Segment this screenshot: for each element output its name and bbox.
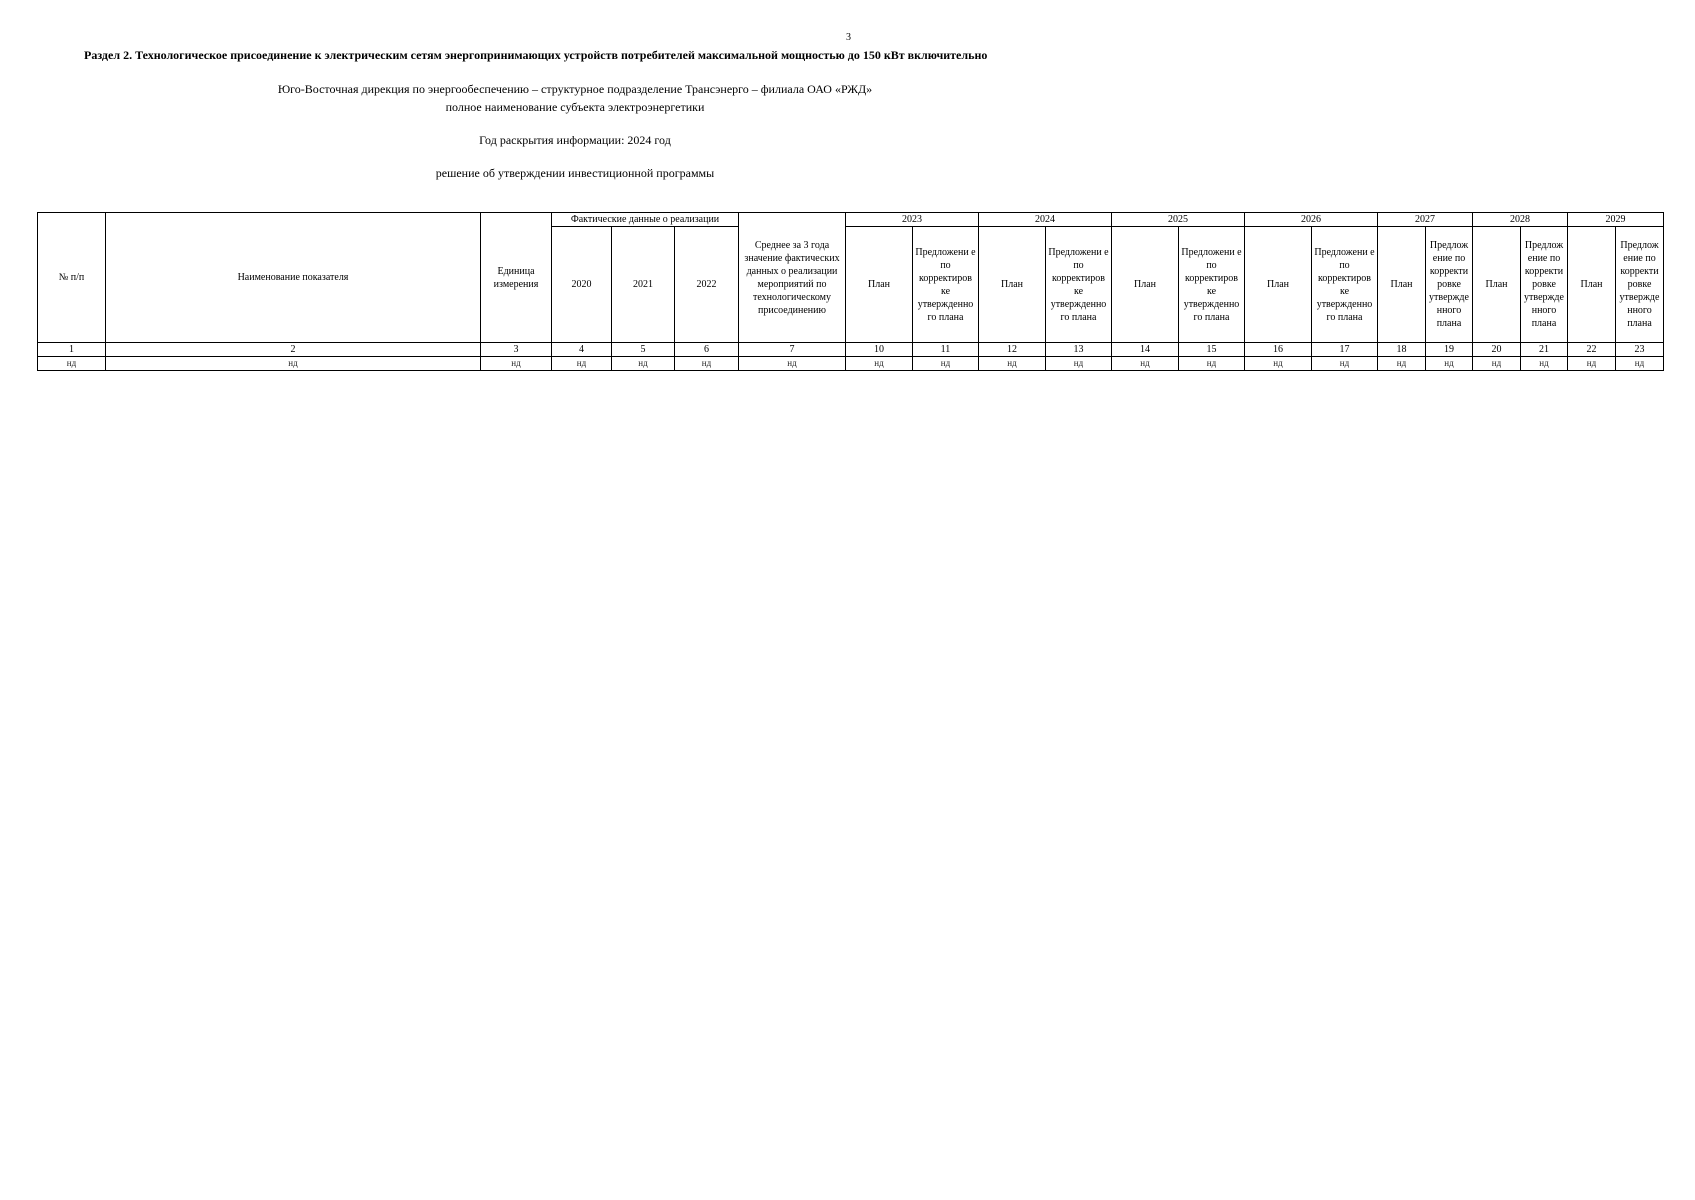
column-number: 12 bbox=[979, 343, 1046, 357]
column-number: 18 bbox=[1378, 343, 1426, 357]
table-cell: нд bbox=[846, 357, 913, 371]
column-number: 19 bbox=[1426, 343, 1473, 357]
header-unit: Единица измерения bbox=[481, 213, 552, 343]
header-plan: План bbox=[1473, 227, 1521, 343]
header-row-years bbox=[38, 213, 1664, 227]
header-row-number: № п/п bbox=[38, 213, 106, 343]
organization-name: Юго-Восточная дирекция по энергообеспечению – структурное подразделение Трансэнерго – филиала ОАО «РЖД» bbox=[277, 82, 873, 96]
header-year-2028: 2028 bbox=[1473, 213, 1568, 227]
header-year-2029: 2029 bbox=[1568, 213, 1664, 227]
table-cell: нд bbox=[739, 357, 846, 371]
header-plan: План bbox=[1378, 227, 1426, 343]
header-plan: План bbox=[979, 227, 1046, 343]
column-number: 14 bbox=[1112, 343, 1179, 357]
header-actual-2021: 2021 bbox=[612, 227, 675, 343]
header-proposal: Предложени е по корректиров ке утвержденно го плана bbox=[1046, 227, 1112, 343]
table-cell: нд bbox=[913, 357, 979, 371]
section-title: Раздел 2. Технологическое присоединение к электрическим сетям энергопринимающих устройств потребителей максимальной мощностью до 150 кВт включительно bbox=[84, 48, 988, 62]
column-number: 3 bbox=[481, 343, 552, 357]
table-cell: нд bbox=[1378, 357, 1426, 371]
column-number: 11 bbox=[913, 343, 979, 357]
table-cell: нд bbox=[552, 357, 612, 371]
header-year-2027: 2027 bbox=[1378, 213, 1473, 227]
header-plan: План bbox=[846, 227, 913, 343]
column-number: 10 bbox=[846, 343, 913, 357]
header-average: Среднее за 3 года значение фактических данных о реализации мероприятий по технологическому присоединению bbox=[739, 213, 846, 343]
header-indicator-name: Наименование показателя bbox=[106, 213, 481, 343]
header-year-2026: 2026 bbox=[1245, 213, 1378, 227]
table-cell: нд bbox=[1568, 357, 1616, 371]
column-number-row bbox=[38, 343, 1664, 357]
table-cell: нд bbox=[1426, 357, 1473, 371]
column-number: 17 bbox=[1312, 343, 1378, 357]
header-actual-2022: 2022 bbox=[675, 227, 739, 343]
column-number: 15 bbox=[1179, 343, 1245, 357]
column-number: 21 bbox=[1521, 343, 1568, 357]
header-proposal: Предложени е по корректиров ке утвержденно го плана bbox=[913, 227, 979, 343]
header-year-2023: 2023 bbox=[846, 213, 979, 227]
header-proposal: Предложени е по корректиров ке утвержденно го плана bbox=[1179, 227, 1245, 343]
table-cell: нд bbox=[1245, 357, 1312, 371]
column-number: 2 bbox=[106, 343, 481, 357]
header-year-2024: 2024 bbox=[979, 213, 1112, 227]
column-number: 5 bbox=[612, 343, 675, 357]
table-cell: нд bbox=[38, 357, 106, 371]
column-number: 22 bbox=[1568, 343, 1616, 357]
table-cell: нд bbox=[481, 357, 552, 371]
header-plan: План bbox=[1245, 227, 1312, 343]
table-cell: нд bbox=[1046, 357, 1112, 371]
header-plan: План bbox=[1568, 227, 1616, 343]
column-number: 4 bbox=[552, 343, 612, 357]
table-cell: нд bbox=[1179, 357, 1245, 371]
column-number: 16 bbox=[1245, 343, 1312, 357]
table-row bbox=[38, 357, 1664, 371]
header-proposal: Предлож ение по корректи ровке утвержде нного плана bbox=[1521, 227, 1568, 343]
disclosure-year: Год раскрытия информации: 2024 год bbox=[479, 133, 671, 147]
column-number: 20 bbox=[1473, 343, 1521, 357]
column-number: 23 bbox=[1616, 343, 1664, 357]
table-cell: нд bbox=[106, 357, 481, 371]
header-actual-data: Фактические данные о реализации bbox=[552, 213, 739, 227]
header-proposal: Предлож ение по корректи ровке утвержде нного плана bbox=[1616, 227, 1664, 343]
column-number: 7 bbox=[739, 343, 846, 357]
table-cell: нд bbox=[1112, 357, 1179, 371]
report-table bbox=[37, 212, 1664, 371]
column-number: 1 bbox=[38, 343, 106, 357]
table-cell: нд bbox=[979, 357, 1046, 371]
table-cell: нд bbox=[1312, 357, 1378, 371]
table-cell: нд bbox=[612, 357, 675, 371]
column-number: 6 bbox=[675, 343, 739, 357]
header-actual-2020: 2020 bbox=[552, 227, 612, 343]
table-cell: нд bbox=[675, 357, 739, 371]
decision-line: решение об утверждении инвестиционной программы bbox=[435, 166, 715, 180]
page-number: 3 bbox=[846, 32, 851, 43]
header-proposal: Предложени е по корректиров ке утвержденно го плана bbox=[1312, 227, 1378, 343]
table-cell: нд bbox=[1616, 357, 1664, 371]
organization-caption: полное наименование субъекта электроэнергетики bbox=[445, 100, 705, 114]
header-year-2025: 2025 bbox=[1112, 213, 1245, 227]
header-proposal: Предлож ение по корректи ровке утвержде нного плана bbox=[1426, 227, 1473, 343]
table-cell: нд bbox=[1473, 357, 1521, 371]
header-plan: План bbox=[1112, 227, 1179, 343]
column-number: 13 bbox=[1046, 343, 1112, 357]
table-cell: нд bbox=[1521, 357, 1568, 371]
